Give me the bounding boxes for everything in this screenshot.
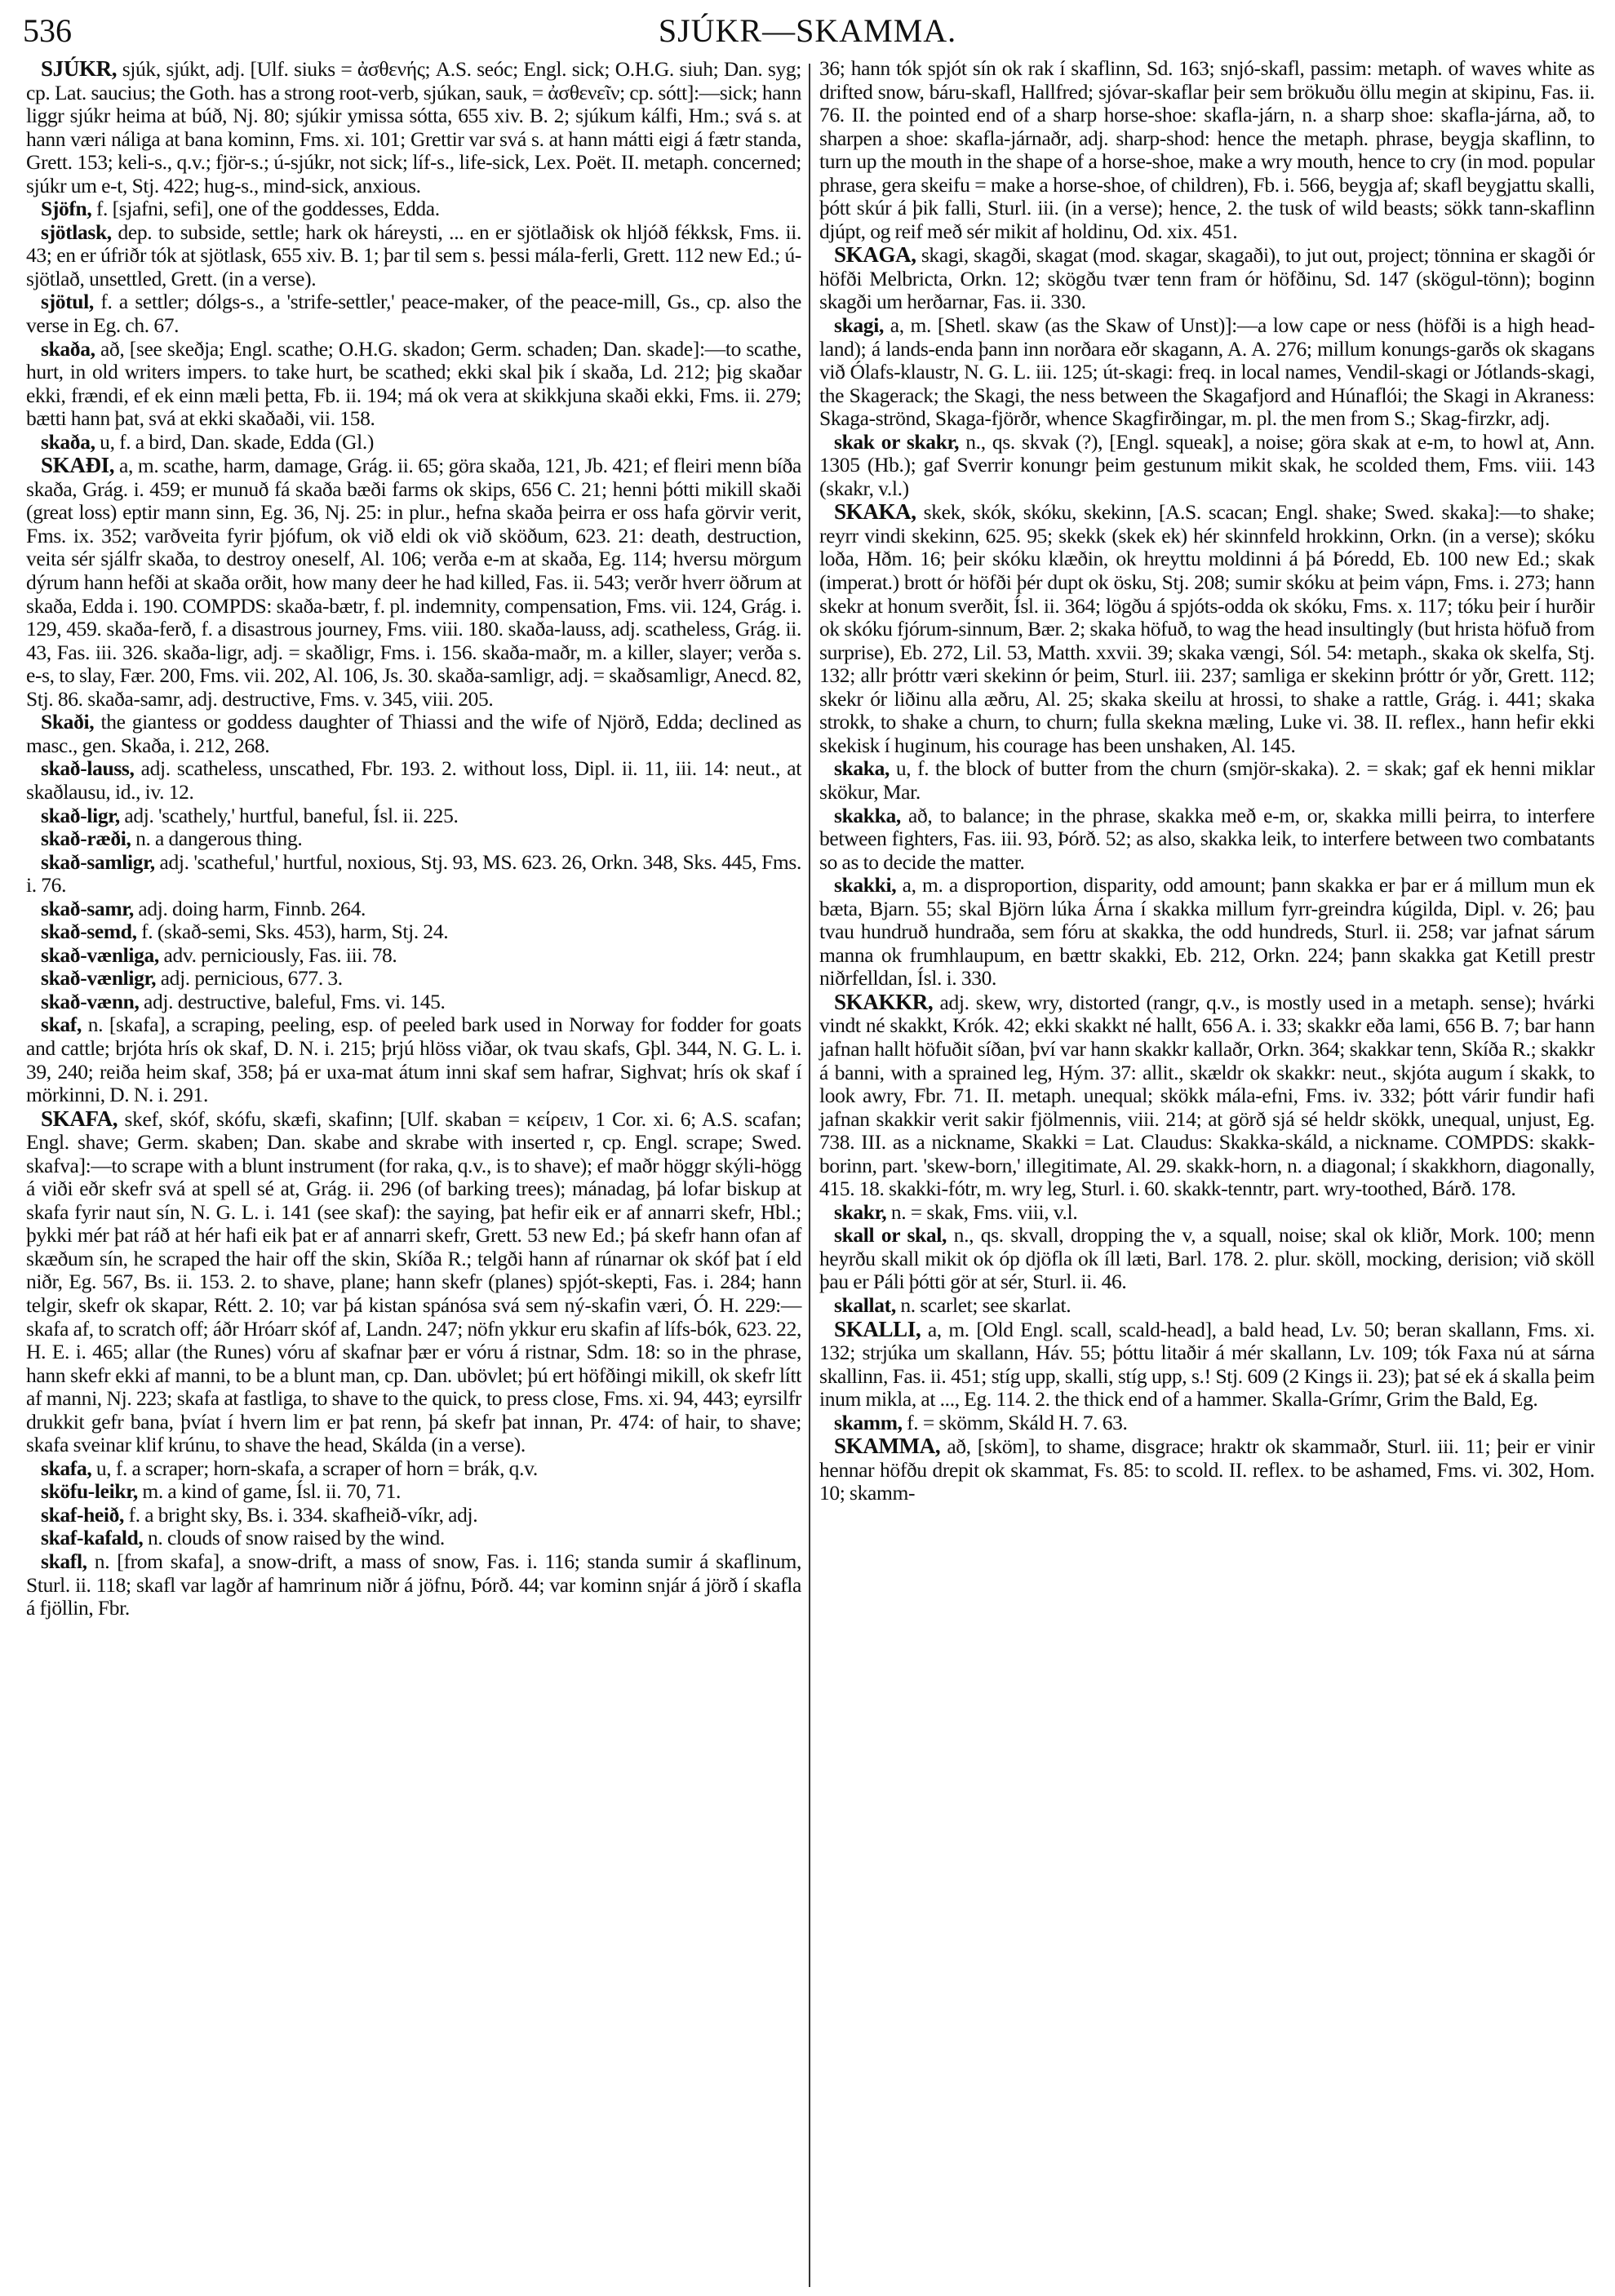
entry-definition: skagi, skagði, skagat (mod. skagar, skagaði), to jut out, project; tönnina er skagði ór höfði Melbricta, Orkn. 12; skögðu tvær tenn fram ór höfðinu, Sd. 147 (skögul-tönn); boginn skagði um herðarnar, Fas. ii. 330.	[819, 243, 1595, 314]
entry-headword: skaka,	[834, 756, 890, 781]
dictionary-entry	[819, 1412, 1595, 1435]
entry-definition: skef, skóf, skófu, skæfi, skafinn; [Ulf. skaban = κείρειν, 1 Cor. xi. 6; A.S. scafan; Engl. shave; Germ. skaben; Dan. skabe and skrabe with inserted r, cp. Engl. scrape; Swed. skafva]:—to scrape with a blunt instrument (for raka, q.v., is to shave); ef maðr höggr skýli-högg á viði eðr skefr svá at spell sé at, Grág. ii. 296 (of barking trees); mánadag, þá lofar biskup at skafa fyrir naut sín, N. G. L. i. 141 (see skaf): the saying, þat hefir eik er af annarri skefr, Hbl.; þykki mér þat ráð at hér hafi eik þat er af annarri skefr, Grett. 53 new Ed.; þá skefr hann ofan af skæðum sín, he scraped the hair off the skin, Skíða R.; telgði hann af rúnarnar ok skóf þat í eld niðr, Eg. 567, Bs. ii. 153. 2. to shave, plane; hann skefr (planes) spjót-skepti, Fas. i. 284; hann telgir, skefr ok skapar, Rétt. 2. 10; var þá kistan spánósa svá sem ný-skafin væri, Ó. H. 229:—skafa af, to scratch off; áðr Hróarr skóf af, Landn. 247; nöfn ykkur eru skafin af lífs-bók, 623. 22, H. E. i. 465; allar (the Runes) vóru af skafnar þær er vóru á ristnar, Sdm. 18: so in the phrase, hann skefr ekki af manni, to be a blunt man, cp. Dan. ubövlet; þú ert höfðingi mikill, ok skefr lítt af manni, Nj. 223; skafa at fastliga, to shave to the quick, to press close, Fms. xi. 94, 443; eyrsilfr drukkit gefr bana, þvíat í hvern lim er þat renn, þá skefr þat innan, Pr. 474: of hair, to shave; skafa sveinar klif krúnu, to shave the head, Skálda (in a verse).	[26, 1106, 801, 1457]
dictionary-entry	[26, 1480, 801, 1504]
entry-headword: skakka,	[834, 803, 901, 827]
dictionary-entry	[26, 1527, 801, 1550]
entry-headword: SKAÐI,	[41, 453, 115, 478]
entry-definition: að, to balance; in the phrase, skakka með e-m, or, skakka milli þeirra, to interfere between fighters, Fas. iii. 93, Þórð. 52; as also, skakka leik, to interfere between two combatants so as to decide the matter.	[819, 803, 1595, 874]
entry-headword: sjötlask,	[41, 219, 112, 244]
entry-definition: adj. 'scathely,' hurtful, baneful, Ísl. ii. 225.	[119, 803, 459, 827]
dictionary-entry	[26, 920, 801, 944]
dictionary-entry	[26, 991, 801, 1014]
entry-definition: a, m. [Shetl. skaw (as the Skaw of Unst)]:—a low cape or ness (höfði is a high head-land); á lands-enda þann inn norðara eðr skagann, A. A. 276; millum konungs-garðs ok skagans við Ólafs-klaustr, N. G. L. iii. 125; út-skagi: freq. in local names, Vendil-skagi or Jótlands-skagi, the Skagerack; the Skagi, the ness between the Skagafjord and Húnaflói; the Skagi in Akraness: Skaga-strönd, Skaga-fjörðr, whence Skagfirðingar, m. pl. the men from S.; Skag-firzkr, adj.	[819, 313, 1595, 431]
dictionary-entry	[26, 1550, 801, 1620]
dictionary-entry	[26, 757, 801, 804]
entry-headword: Sjöfn,	[41, 197, 92, 221]
entry-definition: a, m. a disproportion, disparity, odd amount; þann skakka er þar er á millum mun ek bæta, Bjarn. 55; skal Björn lúka Árna í skakka millum fyrr-greindra kúgilda, Dipl. v. 26; þau tvau hundruð hundraða, sem fóru at skakka, the odd hundreds, Sturl. ii. 258; var jafnat sárum manna ok frumhlaupum, en bættr skakki, Eb. 212, Orkn. 224; þann skakka gat Ketill prestr niðrfelldan, Ísl. i. 330.	[819, 873, 1595, 991]
dictionary-entry	[819, 314, 1595, 431]
entry-headword: skaða,	[41, 336, 95, 361]
entry-headword: skaf-heið,	[41, 1502, 125, 1527]
entry-headword: skaf-kafald,	[41, 1526, 144, 1550]
entry-definition: adj. doing harm, Finnb. 264.	[133, 896, 366, 920]
entry-definition: the giantess or goddess daughter of Thiassi and the wife of Njörð, Edda; declined as masc., gen. Skaða, i. 212, 268.	[26, 710, 801, 757]
entry-headword: SJÚKR,	[41, 56, 118, 81]
entry-headword: skakr,	[834, 1199, 887, 1224]
entry-headword: skað-semd,	[41, 920, 137, 944]
entry-definition: a, m. [Old Engl. scall, scald-head], a bald head, Lv. 50; beran skallann, Fms. xi. 132; strjúka um skallann, Háv. 55; þóttu litaðir á mér skallann, Lv. 109; tók Faxa nú at sárna skallinn, Fas. ii. 451; stíg upp, skalli, stíg upp, s.! Stj. 609 (2 Kings ii. 23); þat sé ek á skalla þeim inum mikla, at ..., Eg. 114. 2. the thick end of a hammer. Skalla-Grímr, Grim the Bald, Eg.	[819, 1317, 1595, 1412]
dictionary-entry	[26, 851, 801, 898]
entry-headword: SKAKA,	[834, 499, 916, 525]
entry-definition: n., qs. skvak (?), [Engl. squeak], a noise; göra skak at e-m, to howl at, Ann. 1305 (Hb.); gaf Sverrir konungr þeim gestunum mikit skak, he scolded them, Fms. viii. 143 (skakr, v.l.)	[819, 429, 1595, 500]
entry-headword: SKALLI,	[834, 1316, 921, 1341]
running-title: SJÚKR—SKAMMA.	[658, 12, 957, 49]
dictionary-entry	[26, 431, 801, 454]
entry-definition: n. clouds of snow raised by the wind.	[143, 1526, 445, 1550]
column-left	[26, 57, 801, 1620]
entry-headword: skað-ræði,	[41, 827, 131, 851]
dictionary-entry	[26, 1457, 801, 1481]
dictionary-entry	[819, 500, 1595, 757]
entry-headword: skaða,	[41, 429, 95, 454]
dictionary-entry	[26, 804, 801, 828]
entry-definition: f. a settler; dólgs-s., a 'strife-settler,' peace-maker, of the peace-mill, Gs., cp. also the verse in Eg. ch. 67.	[26, 290, 801, 338]
dictionary-entry	[26, 944, 801, 968]
entry-definition: n. [skafa], a scraping, peeling, esp. of peeled bark used in Norway for fodder for goats and cattle; brjóta hrís ok skaf, D. N. i. 215; þrjú hlöss viðar, ok tvau skafs, Gþl. 344, N. G. L. i. 39, 240; reiða heim skaf, 358; þá er uxa-mat átum inni skaf sem hafrar, Sighvat; hrís ok skaf í mörkinni, D. N. i. 291.	[26, 1013, 801, 1107]
entry-headword: SKAKKR,	[834, 989, 934, 1014]
dictionary-entry	[819, 243, 1595, 314]
dictionary-entry	[26, 1107, 801, 1457]
entry-headword: skafl,	[41, 1549, 87, 1573]
entry-headword: skað-vænn,	[41, 989, 140, 1013]
dictionary-entry	[819, 757, 1595, 804]
dictionary-entry	[26, 338, 801, 431]
column-divider	[809, 64, 810, 2287]
dictionary-entry	[26, 898, 801, 921]
dictionary-entry	[26, 1504, 801, 1527]
column-right	[819, 57, 1595, 1505]
entry-definition: n., qs. skvall, dropping the v, a squall, noise; skal ok kliðr, Mork. 100; menn heyrðu skall mikit ok óp djöfla ok íll læti, Barl. 178. 2. plur. sköll, mocking, derision; við sköll þau er Páli þótti gör at sér, Sturl. ii. 46.	[819, 1223, 1595, 1294]
dictionary-entry	[26, 827, 801, 851]
dictionary-entry	[819, 991, 1595, 1201]
entry-definition: f. = skömm, Skáld H. 7. 63.	[902, 1410, 1128, 1434]
entry-headword: SKAFA,	[41, 1106, 118, 1131]
entry-headword: skað-ligr,	[41, 803, 120, 827]
dictionary-entry	[26, 197, 801, 221]
entry-headword: SKAMMA,	[834, 1434, 941, 1459]
entry-definition: n. scarlet; see skarlat.	[895, 1292, 1071, 1317]
entry-headword: skað-lauss,	[41, 756, 135, 781]
entry-definition: adv. perniciously, Fas. iii. 78.	[158, 942, 397, 967]
entry-definition: adj. 'scatheful,' hurtful, noxious, Stj. 93, MS. 623. 26, Orkn. 348, Sks. 445, Fms. i. 76.	[26, 849, 801, 898]
entry-headword: skakki,	[834, 873, 897, 898]
entry-definition: 36; hann tók spjót sín ok rak í skaflinn, Sd. 163; snjó-skafl, passim: metaph. of waves white as drifted snow, báru-skafl, Hallfred; sjóvar-skaflar þeir sem brökuðu öllu megin at skipinu, Fas. ii. 76. II. the pointed end of a sharp horse-shoe: skafla-járn, n. a sharp shoe: skafla-járna, að, to sharpen a shoe: skafla-járnaðr, adj. sharp-shod: hence the metaph. phrase, beygja skaflinn, to turn up the mouth in the shape of a horse-shoe, make a wry mouth, hence to cry (in mod. popular phrase, gera skeifu = make a horse-shoe, of children), Fb. i. 566, beygja af; skafl beygjattu skalli, þótt skúr á þik falli, Sturl. iii. (in a verse); hence, 2. the tusk of wild beasts; sökk tann-skaflinn djúpt, og reif með sér mikit af holdinu, Od. xix. 451.	[819, 56, 1595, 243]
dictionary-entry	[819, 1434, 1595, 1505]
entry-definition: f. a bright sky, Bs. i. 334. skafheið-víkr, adj.	[124, 1502, 478, 1527]
entry-definition: u, f. a scraper; horn-skafa, a scraper of horn = brák, q.v.	[91, 1456, 538, 1480]
entry-headword: skað-vænliga,	[41, 942, 159, 967]
entry-headword: skað-samr,	[41, 896, 134, 920]
entry-definition: adj. scatheless, unscathed, Fbr. 193. 2. without loss, Dipl. ii. 11, iii. 14: neut., at skaðlausu, id., iv. 12.	[26, 756, 801, 804]
entry-headword: skað-vænligr,	[41, 966, 157, 991]
dictionary-entry	[26, 221, 801, 291]
entry-headword: skað-samligr,	[41, 849, 155, 874]
entry-headword: skafa,	[41, 1456, 92, 1480]
entry-definition: u, f. the block of butter from the churn (smjör-skaka). 2. = skak; gaf ek henni miklar skökur, Mar.	[819, 756, 1595, 804]
entry-definition: adj. destructive, baleful, Fms. vi. 145.	[139, 989, 446, 1013]
dictionary-entry	[819, 804, 1595, 875]
entry-definition: sjúk, sjúkt, adj. [Ulf. siuks = ἀσθενής; A.S. seóc; Engl. sick; O.H.G. siuh; Dan. syg; cp. Lat. saucius; the Goth. has a strong root-verb, sjúkan, sauk, = ἀσθενεῖν; cp. sótt]:—sick; hann liggr sjúkr heima at búð, Nj. 80; sjúkir ymissa sótta, 655 xiv. B. 2; sjúkum kálfi, Hm.; svá s. at hann væri náliga at bana kominn, Fms. xi. 101; Grettir var svá s. at hann mátti eigi á fætr standa, Grett. 153; keli-s., q.v.; fjör-s.; ú-sjúkr, not sick; líf-s., life-sick, Lex. Poët. II. metaph. concerned; sjúkr um e-t, Stj. 422; hug-s., mind-sick, anxious.	[26, 57, 801, 197]
dictionary-entry	[819, 1318, 1595, 1412]
entry-headword: skamm,	[834, 1410, 903, 1434]
dictionary-entry	[26, 290, 801, 337]
entry-headword: Skaði,	[41, 710, 95, 734]
entry-definition: n. = skak, Fms. viii, v.l.	[886, 1199, 1078, 1224]
entry-definition: m. a kind of game, Ísl. ii. 70, 71.	[137, 1479, 401, 1504]
entry-headword: skak or skakr,	[834, 429, 960, 454]
entry-headword: sjötul,	[41, 290, 94, 314]
dictionary-entry	[26, 454, 801, 711]
entry-headword: sköfu-leikr,	[41, 1479, 138, 1504]
entry-definition: f. (skað-semi, Sks. 453), harm, Stj. 24.	[136, 920, 449, 944]
entry-definition: að, [see skeðja; Engl. scathe; O.H.G. skadon; Germ. schaden; Dan. skade]:—to scathe, hurt, in old writers impers. to take hurt, be scathed; ekki skal þik í skaða, Ld. 212; þig skaðar ekki, frændi, ef ek einn mæli þetta, Fb. ii. 194; má ok vera at skikkjuna skaði ekki, Fms. ii. 279; bætti hann þat, svá at ekki skaðaði, vii. 158.	[26, 336, 801, 431]
dictionary-entry	[819, 1224, 1595, 1294]
entry-definition: n. a dangerous thing.	[131, 827, 303, 851]
dictionary-entry	[26, 57, 801, 197]
dictionary-entry	[819, 1201, 1595, 1225]
dictionary-entry	[26, 967, 801, 991]
dictionary-entry	[819, 1294, 1595, 1318]
entry-definition: a, m. scathe, harm, damage, Grág. ii. 65; göra skaða, 121, Jb. 421; ef fleiri menn bíða skaða, Grág. i. 459; er munuð fá skaða bæði farms ok skips, 656 C. 21; henni þótti mikill skaði (great loss) eptir mann sinn, Eg. 36, Nj. 25: in plur., hefna skaða þeirra er oss hafa görvir verit, Fms. ix. 352; varðveita fyrir þjófum, ok við eldi ok við sköðum, 623. 21: death, destruction, veita sér sjálfr skaða, to destroy oneself, Al. 106; verða e-m at skaða, Eg. 114; hversu mörgum dýrum hann hefði at skaða orðit, how many deer he had killed, Fas. ii. 543; verðr hverr öðrum at skaða, Edda i. 190. COMPDS: skaða-bætr, f. pl. indemnity, compensation, Fms. vii. 124, Grág. i. 129, 459. skaða-ferð, f. a disastrous journey, Fms. viii. 180. skaða-lauss, adj. scatheless, Grág. ii. 43, Fas. iii. 326. skaða-ligr, adj. = skaðligr, Fms. i. 156. skaða-maðr, m. a killer, slayer; verða s. e-s, to slay, Fær. 200, Fms. vii. 202, Al. 106, Js. 30. skaða-samligr, adj. = skaðsamligr, Anecd. 82, Stj. 86. skaða-samr, adj. destructive, Fms. v. 345, viii. 205.	[26, 454, 801, 711]
entry-definition: n. [from skafa], a snow-drift, a mass of snow, Fas. i. 116; standa sumir á skaflinum, Sturl. ii. 118; skafl var lagðr af hamrinum niðr á jöfnu, Þórð. 44; var kominn snjár á jörð í skafla á fjöllin, Fbr.	[26, 1549, 801, 1620]
dictionary-entry	[819, 57, 1595, 243]
entry-definition: að, [sköm], to shame, disgrace; hraktr ok skammaðr, Sturl. iii. 11; þeir er vinir hennar höfðu drepit ok skammat, Fs. 85: to scold. II. reflex. to be ashamed, Fms. vi. 302, Hom. 10; skamm-	[819, 1434, 1595, 1505]
entry-headword: skall or skal,	[834, 1223, 947, 1248]
entry-headword: skagi,	[834, 313, 884, 338]
dictionary-entry	[819, 431, 1595, 501]
entry-definition: skek, skók, skóku, skekinn, [A.S. scacan; Engl. shake; Swed. skaka]:—to shake; reyrr vindi skekinn, 625. 95; skekk (skek ek) hér skinnfeld hrokkinn, Orkn. (in a verse); skóku loða, Hðm. 16; þeir skóku klæðin, ok hreyttu moldinni á þá Þóredd, Eb. 100 new Ed.; skak (imperat.) brott ór höfði þér dupt ok ösku, Stj. 208; sumir skóku at þeim vápn, Fms. i. 273; hann skekr at honum sverðit, Ísl. ii. 364; lögðu á spjóts-odda ok skóku, Fms. x. 117; tóku þeir í hurðir ok skóku fjórum-sinnum, Bær. 2; skaka höfuð, to wag the head insultingly (but hrista höfuð from surprise), Eb. 272, Lil. 53, Matth. xxvii. 39; skaka vængi, Sól. 54: metaph., skaka ok skelfa, Stj. 132; allr þróttr væri skekinn ór þeim, Sturl. iii. 237; samliga er skekinn þróttr ór yðr, Grett. 112; skekr ór liðinu alla æðru, Al. 25; skaka skeilu at hrossi, to shake a rattle, Grág. i. 441; skaka strokk, to shake a churn, to churn; fulla skekna mæling, Luke vi. 38. II. reflex., hann hefir ekki skekisk í huginum, his courage has been unshaken, Al. 145.	[819, 500, 1595, 757]
entry-definition: u, f. a bird, Dan. skade, Edda (Gl.)	[95, 429, 374, 454]
entry-headword: skallat,	[834, 1292, 896, 1317]
entry-headword: skaf,	[41, 1013, 82, 1037]
page-number: 536	[23, 12, 72, 49]
entry-definition: adj. skew, wry, distorted (rangr, q.v., is mostly used in a metaph. sense); hvárki vindt né skakkt, Krók. 42; ekki skakkt né hallt, 656 A. i. 33; skakkr eða lami, 656 B. 7; bar hann jafnan hallt höfuðit síðan, því var hann skakkr kallaðr, Orkn. 364; skakkar tenn, Skíða R.; skakkr á banni, with a sprained leg, Hým. 37: allit., skældr ok skakkr: neut., skjóta augum í skakk, to look awry, Fbr. 71. II. metaph. unequal; skökk mála-efni, Fms. iv. 332; þótt várir fundir hafi jafnan skakkir verit sakir fjölmennis, viii. 214; at görð sjá sé heldr skökk, unequal, unjust, Eg. 738. III. as a nickname, Skakki = Lat. Claudus: Skakka-skáld, a nickname. COMPDS: skakk-borinn, part. 'skew-born,' illegitimate, Al. 29. skakk-horn, n. a diagonal; í skakkhorn, diagonally, 415. 18. skakki-fótr, m. wry leg, Sturl. i. 60. skakk-tenntr, part. wry-toothed, Bárð. 178.	[819, 990, 1595, 1201]
dictionary-entry	[26, 711, 801, 757]
entry-headword: SKAGA,	[834, 242, 916, 268]
dictionary-entry	[26, 1013, 801, 1106]
entry-definition: f. [sjafni, sefi], one of the goddesses, Edda.	[91, 197, 440, 221]
entry-definition: dep. to subside, settle; hark ok háreysti, ... en er sjötlaðisk ok hljóð fékksk, Fms. ii. 43; en er úfriðr tók at sjötlask, 655 xiv. B. 1; þar til sem s. þessi mála-ferli, Grett. 112 new Ed.; ú-sjötlað, unsettled, Grett. (in a verse).	[26, 219, 801, 290]
entry-definition: adj. pernicious, 677. 3.	[156, 966, 343, 991]
dictionary-entry	[819, 874, 1595, 991]
